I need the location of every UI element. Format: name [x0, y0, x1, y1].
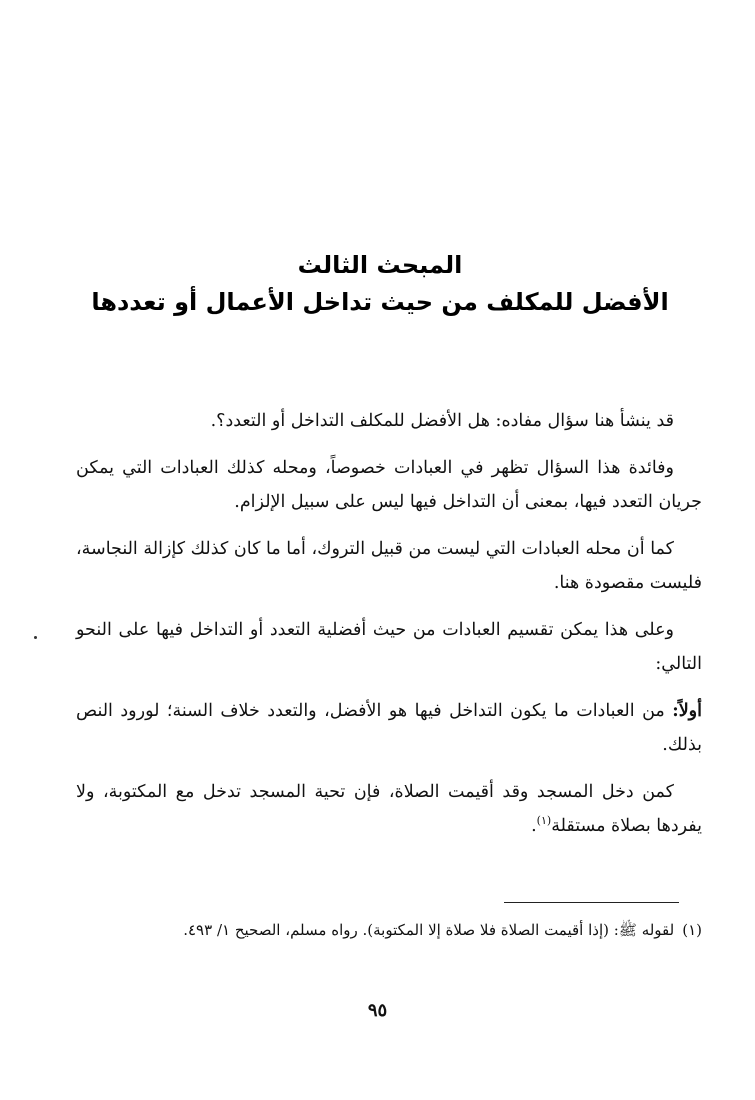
paragraph-question: قد ينشأ هنا سؤال مفاده: هل الأفضل للمكلف التداخل أو التعدد؟.: [210, 411, 674, 431]
example-text: كمن دخل المسجد وقد أقيمت الصلاة، فإن تحية المسجد تدخل مع المكتوبة، ولا يفردها بصلاة مستقلة: [76, 782, 702, 836]
point-one-lead: أولاً:: [672, 701, 702, 721]
paragraph-benefit: وفائدة هذا السؤال تظهر في العبادات خصوصاً، ومحله كذلك العبادات التي يمكن جريان التعدد فيها، بمعنى أن التداخل فيها ليس على سبيل الإلزام.: [76, 458, 702, 512]
page-number: ٩٥: [367, 1000, 388, 1021]
section-title: المبحث الثالث: [297, 251, 463, 279]
chapter-heading: [80, 248, 680, 322]
paragraph-point-one: [76, 694, 702, 762]
footnote-separator: [504, 902, 679, 903]
paragraph-scope: كما أن محله العبادات التي ليست من قبيل التروك، أما ما كان كذلك كإزالة النجاسة، فليست مقصودة هنا.: [76, 539, 702, 593]
example-end: .: [531, 816, 537, 836]
section-subtitle: الأفضل للمكلف من حيث تداخل الأعمال أو تعددها: [91, 288, 669, 316]
paragraph-division: وعلى هذا يمكن تقسيم العبادات من حيث أفضلية التعدد أو التداخل فيها على النحو التالي:: [76, 620, 702, 674]
paragraph-example: [76, 775, 702, 843]
scan-speck: [34, 636, 37, 639]
body-text: [76, 404, 702, 856]
point-one-text: من العبادات ما يكون التداخل فيها هو الأفضل، والتعدد خلاف السنة؛ لورود النص بذلك.: [76, 701, 702, 755]
footnote-text: لقوله ﷺ: (إذا أقيمت الصلاة فلا صلاة إلا المكتوبة). رواه مسلم، الصحيح ١/ ٤٩٣.: [183, 921, 675, 939]
footnote: [76, 912, 702, 948]
footnote-reference: (١): [536, 814, 552, 828]
footnote-number: (١): [682, 921, 702, 939]
